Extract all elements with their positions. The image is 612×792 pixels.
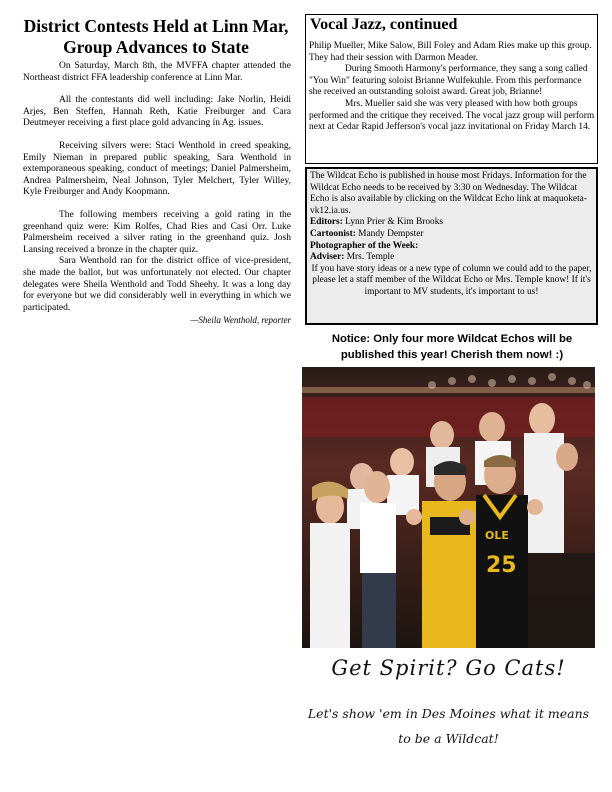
adviser-line [310,252,593,264]
crowd-photo-graphic [302,367,595,648]
vocal-jazz-paragraph: Mrs. Mueller said she was very pleased with how both groups performed and the critique they received. The vocal jazz group will perform next at Cedar Rapid Jefferson's vocal jazz invitational on Friday March 14. [309,98,595,133]
vocal-jazz-body [309,41,595,134]
vocal-jazz-title: Vocal Jazz, continued [310,16,458,33]
photographer-label: Photographer of the Week: [310,240,419,251]
adviser-value: Mrs. Temple [344,252,395,263]
vocal-jazz-paragraph: During Smooth Harmony's performance, they sang a song called "You Win" featuring soloist Brianne Wulfekuhle. From this performance she received an outstanding soloist award. Great job, Brianne! [309,64,588,98]
svg-text:OLE: OLE [485,529,509,542]
staff-info-box [305,167,598,325]
vocal-jazz-paragraph: Philip Mueller, Mike Salow, Bill Foley and Adam Ries make up this group. They had their session with Darmon Meader. [309,41,592,63]
article-paragraph: On Saturday, March 8th, the MVFFA chapter attended the Northeast district FFA leadership conference at Linn Mar. [23,61,291,83]
cartoonist-label: Cartoonist: [310,228,356,239]
article-paragraph: Sara Wenthold ran for the district office of vice-president, she made the ballot, but was unfortunately not elected. Our chapter delegates were Sheila Wenthold and Todd Sheehy. It was a long day for everyone but we did considerably well in everything in which we participated. [23,256,291,313]
article-paragraph: Receiving silvers were: Staci Wenthold in creed speaking, Emily Nieman in prepared public speaking, Sara Wenthold in extemporaneous speaking, conduct of meetings; Daniel Palmersheim, Andrea Palmersheim, Neal Johnson, Tyler Melchert, Tyler Willey, Kyle Freiburger and Andy Koopmann. [23,140,291,198]
crowd-photo [302,367,595,648]
article-byline: —Sheila Wenthold, reporter [190,315,291,326]
spirit-headline: Get Spirit? Go Cats! [331,656,566,680]
editors-value: Lynn Prier & Kim Brooks [342,217,444,228]
staff-info-intro: The Wildcat Echo is published in house most Fridays. Information for the Wildcat Echo needs to be received by 3:30 on Wednesday. The Wildcat Echo is also available by clicking on the Wildcat Echo link at maquoketa-vk12.ia.us. [310,171,587,216]
adviser-label: Adviser: [310,252,345,263]
spirit-subline-2: to be a Wildcat! [398,731,499,746]
article-paragraph: All the contestants did well including: Jake Norlin, Heidi Arjes, Ben Steffen, Hannah Reth, Katie Freiburger and Cara Deutmeyer receiving a first place gold advancing in Ag. issues. [23,95,291,129]
article-paragraph: The following members receiving a gold rating in the greenhand quiz were: Kim Rolfes, Chad Ries and Casi Orr. Luke Palmersheim received a silver rating in the greenhand quiz. Josh Lansing received a bronze in the chapter quiz. [23,209,291,255]
photographer-line [310,241,593,253]
vocal-jazz-box [305,14,598,164]
cartoonist-line [310,229,593,241]
notice-text: Notice: Only four more Wildcat Echos will be published this year! Cherish them now! :) [331,333,573,361]
article-body [23,61,291,327]
editors-label: Editors: [310,217,343,228]
staff-info-closing: If you have story ideas or a new type of column we could add to the paper, please let a staff member of the Wildcat Echo or Mrs. Temple know! If it's important to MV students, it's important to us! [311,263,592,297]
editors-line [310,217,593,229]
staff-info-body [310,171,593,299]
article-title: District Contests Held at Linn Mar, Group Advances to State [23,16,289,57]
spirit-subline [302,701,595,751]
cartoonist-value: Mandy Dempster [355,228,424,239]
spirit-subline-1: Let's show 'em in Des Moines what it means [307,706,590,721]
svg-text:25: 25 [486,553,517,578]
